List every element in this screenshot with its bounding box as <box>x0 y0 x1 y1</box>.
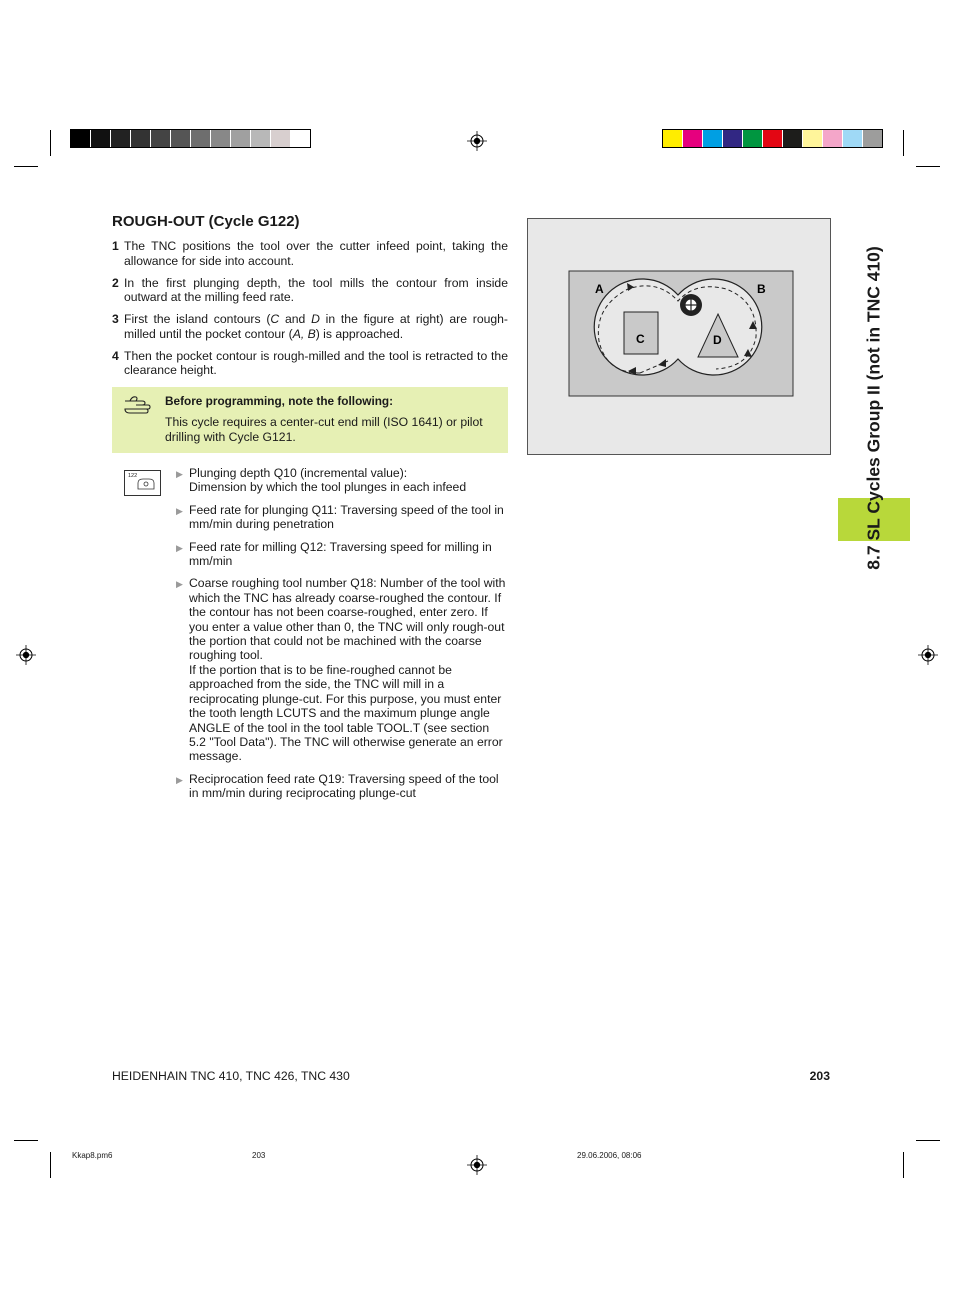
slug-page: 203 <box>252 1151 266 1160</box>
crop-mark <box>14 1140 38 1141</box>
label-c: C <box>636 332 645 346</box>
crop-mark <box>916 1140 940 1141</box>
grayscale-calibration-bar <box>70 129 311 148</box>
step-text: In the first plunging depth, the tool mills the contour from inside outward at the milling feed rate. <box>124 275 508 304</box>
note-title: Before programming, note the following: <box>165 394 394 408</box>
color-swatch <box>843 130 863 147</box>
registration-mark-icon <box>467 131 487 151</box>
crop-mark <box>903 1152 904 1178</box>
pocket-shape-icon <box>135 475 157 492</box>
step-number: 4 <box>112 348 119 363</box>
color-swatch <box>211 130 231 147</box>
crop-mark <box>14 166 38 167</box>
slug-file: Kkap8.pm6 <box>72 1151 113 1160</box>
color-swatch <box>131 130 151 147</box>
step-number: 2 <box>112 275 119 290</box>
color-swatch <box>723 130 743 147</box>
step-text <box>124 312 508 341</box>
softkey-label: 122 <box>128 473 138 479</box>
color-swatch <box>91 130 111 147</box>
registration-mark-icon <box>16 645 36 665</box>
color-swatch <box>171 130 191 147</box>
step-text-part: ) is approached. <box>315 326 404 341</box>
milling-tool-icon <box>680 294 702 316</box>
chapter-title-text: 8.7 SL Cycles Group II (not in TNC 410) <box>863 246 884 570</box>
step-number: 3 <box>112 312 119 326</box>
step-text: The TNC positions the tool over the cutter infeed point, taking the allowance for side into account. <box>124 239 508 268</box>
triangle-bullet-icon: ▶ <box>176 505 183 516</box>
parameter-text: Feed rate for milling Q12: Traversing speed for milling in mm/min <box>189 539 492 569</box>
pocket-figure <box>527 218 831 455</box>
step-text: Then the pocket contour is rough-milled and the tool is retracted to the clearance height. <box>124 348 508 377</box>
label-d: D <box>713 333 722 347</box>
pointing-hand-icon <box>122 393 162 415</box>
list-item <box>112 349 508 378</box>
list-item <box>112 276 508 305</box>
color-swatch <box>151 130 171 147</box>
list-item <box>112 239 508 268</box>
note-body: This cycle requires a center-cut end mill (ISO 1641) or pilot drilling with Cycle G121. <box>165 415 483 444</box>
registration-mark-icon <box>467 1155 487 1175</box>
slug-date: 29.06.2006, 08:06 <box>577 1151 642 1160</box>
color-swatch <box>191 130 211 147</box>
pocket-diagram <box>528 219 830 454</box>
label-a: A <box>595 282 604 296</box>
triangle-bullet-icon: ▶ <box>176 469 183 479</box>
list-item <box>176 540 508 569</box>
step-list <box>112 239 508 385</box>
color-calibration-bar <box>662 129 883 148</box>
crop-mark <box>50 1152 51 1178</box>
color-swatch <box>663 130 683 147</box>
color-swatch <box>743 130 763 147</box>
step-text-part: D <box>311 312 320 326</box>
color-swatch <box>291 130 310 147</box>
color-swatch <box>763 130 783 147</box>
parameter-text: Plunging depth Q10 (incremental value): Dimension by which the tool plunges in each infeed <box>189 466 467 495</box>
triangle-bullet-icon: ▶ <box>176 542 183 553</box>
color-swatch <box>111 130 131 147</box>
color-swatch <box>783 130 803 147</box>
color-swatch <box>803 130 823 147</box>
color-swatch <box>71 130 91 147</box>
triangle-bullet-icon: ▶ <box>176 774 183 785</box>
list-item <box>176 466 508 495</box>
list-item <box>112 312 508 341</box>
color-swatch <box>251 130 271 147</box>
crop-mark <box>50 130 51 156</box>
step-text-part: and <box>279 312 312 326</box>
color-swatch <box>231 130 251 147</box>
cycle-softkey-icon <box>124 470 161 496</box>
list-item <box>176 503 508 532</box>
color-swatch <box>271 130 291 147</box>
registration-mark-icon <box>918 645 938 665</box>
color-swatch <box>683 130 703 147</box>
parameter-text: Feed rate for plunging Q11: Traversing speed of the tool in mm/min during penetration <box>189 502 504 532</box>
parameter-text: Reciprocation feed rate Q19: Traversing speed of the tool in mm/min during reciprocating plunge-cut <box>189 771 499 801</box>
parameter-list <box>176 466 508 809</box>
step-text-part: A, B <box>292 326 316 341</box>
crop-mark <box>916 166 940 167</box>
step-text-part: in the figure at right) are rough-milled until the pocket contour ( <box>124 312 508 341</box>
footer-product: HEIDENHAIN TNC 410, TNC 426, TNC 430 <box>112 1069 350 1083</box>
section-heading: ROUGH-OUT (Cycle G122) <box>112 213 300 230</box>
step-text-part: First the island contours ( <box>124 312 271 326</box>
list-item <box>176 772 508 801</box>
page-number: 203 <box>809 1069 830 1083</box>
triangle-bullet-icon: ▶ <box>176 579 183 590</box>
note-box <box>112 387 508 453</box>
crop-mark <box>903 130 904 156</box>
color-swatch <box>823 130 843 147</box>
step-text-part: C <box>270 312 280 326</box>
label-b: B <box>757 282 766 296</box>
color-swatch <box>703 130 723 147</box>
parameter-text: Coarse roughing tool number Q18: Number of the tool with which the TNC has already coarse-roughed the contour. If the contour has not been coarse-roughed, enter zero. If you enter a value other than 0, the TNC will only rough-out the portion that could not be machined with the coarse roughing tool. If the portion that is to be fine-roughed cannot be approached from the side, the TNC will mill in a reciprocating plunge-cut. For this purpose, you must enter the tooth length LCUTS and the maximum plunge angle ANGLE of the tool in the tool table TOOL.T (see section 5.2 "Tool Data"). The TNC will otherwise generate an error message. <box>189 576 506 764</box>
color-swatch <box>863 130 882 147</box>
list-item <box>176 576 508 763</box>
step-number: 1 <box>112 239 119 253</box>
